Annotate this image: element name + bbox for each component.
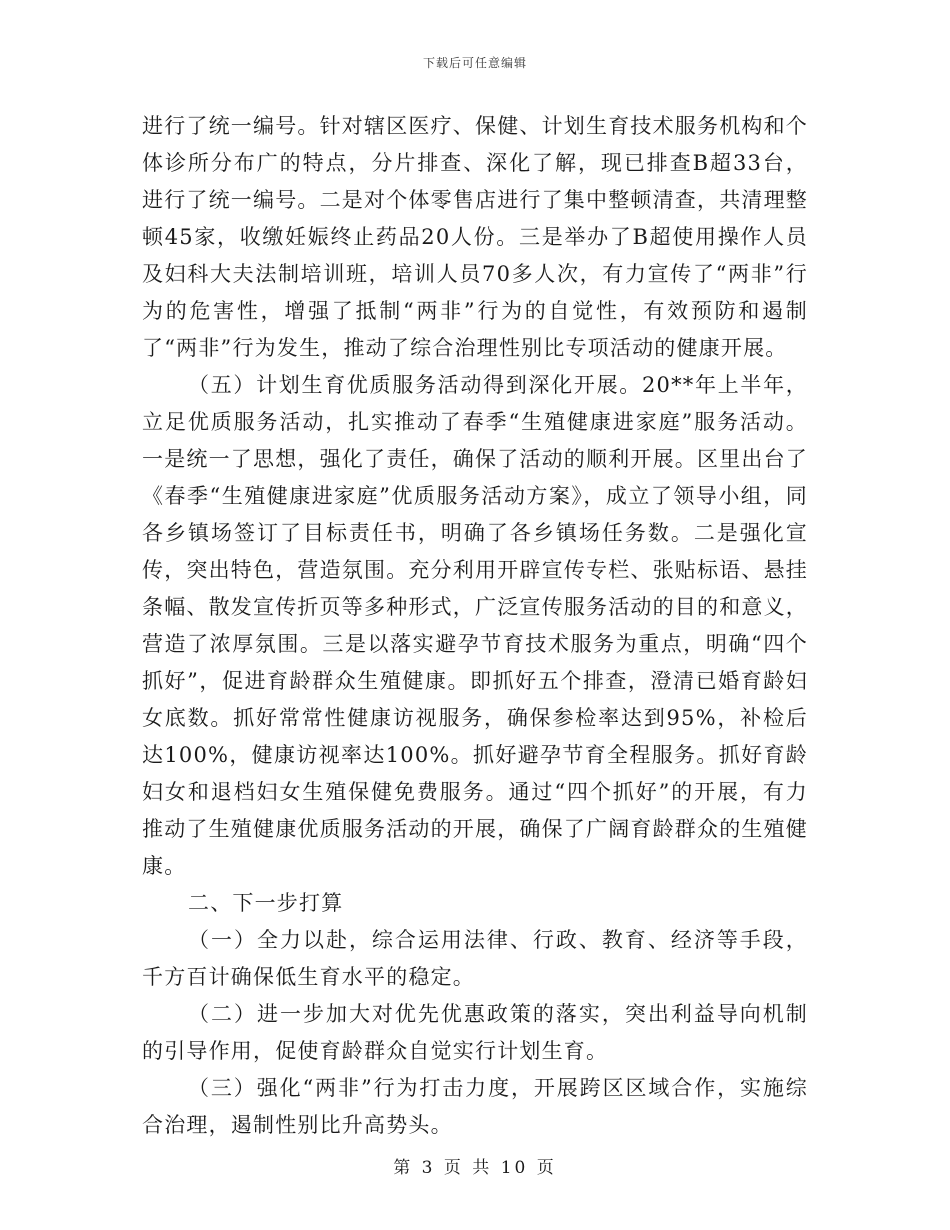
document-body [142, 108, 808, 1144]
paragraph-plan-one: （一）全力以赴，综合运用法律、行政、教育、经济等手段，千方百计确保低生育水平的稳定。 [142, 928, 808, 989]
paragraph-section-five: （五）计划生育优质服务活动得到深化开展。20**年上半年，立足优质服务活动，扎实推动了春季“生殖健康进家庭”服务活动。一是统一了思想，强化了责任，确保了活动的顺利开展。区里出台了《春季“生殖健康进家庭”优质服务活动方案》，成立了领导小组，同各乡镇场签订了目标责任书，明确了各乡镇场任务数。二是强化宣传，突出特色，营造氛围。充分利用开辟宣传专栏、张贴标语、悬挂条幅、散发宣传折页等多种形式，广泛宣传服务活动的目的和意义，营造了浓厚氛围。三是以落实避孕节育技术服务为重点，明确“四个抓好”，促进育龄群众生殖健康。即抓好五个排查，澄清已婚育龄妇女底数。抓好常常性健康访视服务，确保参检率达到95%，补检后达100%，健康访视率达100%。抓好避孕节育全程服务。抓好育龄妇女和退档妇女生殖保健免费服务。通过“四个抓好”的开展，有力推动了生殖健康优质服务活动的开展，确保了广阔育龄群众的生殖健康。 [142, 373, 808, 878]
page-header: 下载后可任意编辑 [422, 56, 527, 70]
section-heading-next-steps: 二、下一步打算 [188, 891, 344, 915]
paragraph-plan-two: （二）进一步加大对优先优惠政策的落实，突出利益导向机制的引导作用，促使育龄群众自觉实行计划生育。 [142, 1002, 808, 1063]
paragraph-continuation: 进行了统一编号。针对辖区医疗、保健、计划生育技术服务机构和个体诊所分布广的特点，分片排查、深化了解，现已排查B超33台，进行了统一编号。二是对个体零售店进行了集中整顿清查，共清理整顿45家，收缴妊娠终止药品20人份。三是举办了B超使用操作人员及妇科大夫法制培训班，培训人员70多人次，有力宣传了“两非”行为的危害性，增强了抵制“两非”行为的自觉性，有效预防和遏制了“两非”行为发生，推动了综合治理性别比专项活动的健康开展。 [142, 114, 808, 360]
page-number-footer: 第 3 页 共 10 页 [393, 1158, 557, 1178]
paragraph-plan-three: （三）强化“两非”行为打击力度，开展跨区区域合作，实施综合治理，遏制性别比升高势头。 [142, 1076, 808, 1137]
